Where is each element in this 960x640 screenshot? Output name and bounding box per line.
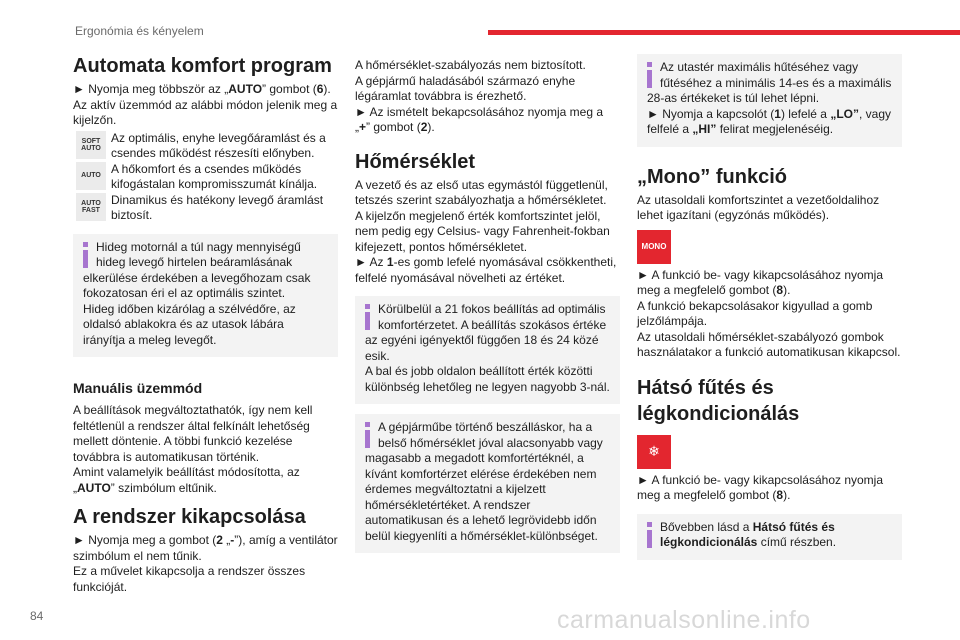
- paragraph-turn-on: ► Az ismételt bekapcsolásához nyomja meg a „+” gombot (2).: [355, 104, 603, 134]
- paragraph-manual-2: Amint valamelyik beállítást módosította, az „AUTO” szimbólum eltűnik.: [73, 465, 300, 495]
- paragraph-mono-1: Az utasoldali komfortszintet a vezetőoldalihoz lehet igazítani (egyzónás működés).: [637, 192, 880, 222]
- heading-rear-heating: Hátsó fűtés és légkondicionálás: [637, 376, 800, 425]
- watermark: carmanualsonline.info: [557, 606, 811, 634]
- page-number: 84: [30, 609, 44, 623]
- running-header: Ergonómia és kényelem: [75, 24, 204, 38]
- paragraph-active-mode: Az aktív üzemmód az alábbi módon jelenik meg a kijelzőn.: [73, 97, 338, 127]
- paragraph-airflow: A gépjármű haladásából származó enyhe légáramlat továbbra is érezhető.: [355, 73, 576, 103]
- heading-switch-off: A rendszer kikapcsolása: [73, 506, 306, 528]
- info-icon: [647, 522, 652, 548]
- header-accent-bar: [488, 30, 960, 35]
- mode-row-soft: SOFT AUTO Az optimális, enyhe levegőáramlást és a csendes működést részesíti előnyben.: [73, 131, 338, 162]
- info-icon: [365, 304, 370, 330]
- paragraph-off-2: Ez a művelet kikapcsolja a rendszer összes funkcióját.: [73, 564, 306, 594]
- mode-row-fast: AUTO FAST Dinamikus és hatékony levegő áramlást biztosít.: [73, 193, 338, 224]
- note-optimal-temp: Körülbelül a 21 fokos beállítás ad optimális komfortérzetet. A beállítás szokásos értéke az egyéni igényektől függően 18 és 24 közé esik. A bal és jobb oldalon beállított érték közötti különbség lehetőleg ne legyen nagyobb 3-nál.: [355, 296, 620, 404]
- soft-auto-icon: SOFT AUTO: [76, 131, 106, 159]
- paragraph-auto-press: ► Nyomja meg többször az „AUTO” gombot (6).: [73, 82, 331, 96]
- column-3: [637, 50, 902, 560]
- heading-automatic-comfort: Automata komfort program: [73, 55, 332, 77]
- paragraph-no-regulation: A hőmérséklet-szabályozás nem biztosított.: [355, 58, 586, 72]
- info-icon: [365, 422, 370, 448]
- heading-mono-function: „Mono” funkció: [637, 165, 787, 188]
- note-max-cooling: Az utastér maximális hűtéséhez vagy fűtéséhez a minimális 14-es és a maximális 28-as értékeket is túl lehet lépni. ► Nyomja a kapcsolót (1) lefelé a „LO”, vagy felfelé a „HI” felirat megjelenéséig.: [637, 54, 902, 147]
- rear-climate-icon: ❄: [637, 435, 671, 469]
- heading-temperature: Hőmérséklet: [355, 150, 476, 173]
- info-icon: [647, 62, 652, 88]
- paragraph-rear-1: ► A funkció be- vagy kikapcsolásához nyomja meg a megfelelő gombot (8).: [637, 472, 884, 502]
- column-1: [73, 50, 338, 595]
- paragraph-mono-2: ► A funkció be- vagy kikapcsolásához nyomja meg a megfelelő gombot (8).: [637, 267, 884, 297]
- mono-icon: MONO: [637, 230, 671, 264]
- auto-icon: AUTO: [76, 162, 106, 190]
- heading-manual-mode: Manuális üzemmód: [73, 380, 203, 396]
- note-see-rear-section: Bővebben lásd a Hátsó fűtés és légkondicionálás című részben.: [637, 514, 902, 560]
- paragraph-mono-4: Az utasoldali hőmérséklet-szabályozó gombok használatakor a funkció automatikusan kikapcsol.: [637, 329, 901, 359]
- note-cold-engine: Hideg motornál a túl nagy mennyiségű hideg levegő hirtelen beáramlásának elkerülése érdekében a levegőhozam csak fokozatosan éri el az optimális szintet. Hideg időben kizárólag a szélvédőre, az oldalsó ablakokra és az utasok lábára irányítja a meleg levegőt.: [73, 234, 338, 358]
- paragraph-mono-3: A funkció bekapcsolásakor kigyullad a gomb jelzőlámpája.: [637, 298, 873, 328]
- column-2: [355, 50, 620, 553]
- auto-fast-icon: AUTO FAST: [76, 193, 106, 221]
- paragraph-temp-1: A vezető és az első utas egymástól függetlenül, tetszés szerint szabályozhatja a hőmérsékletet.: [355, 177, 608, 207]
- info-icon: [83, 242, 88, 268]
- mode-row-auto: AUTO A hőkomfort és a csendes működés kifogástalan kompromisszumát kínálja.: [73, 162, 338, 193]
- paragraph-temp-2: A kijelzőn megjelenő érték komfortszintet jelöl, nem pedig egy Celsius- vagy Fahrenheit-fokban kifejezett, pontos hőmérsékletet.: [355, 208, 610, 254]
- note-entering-vehicle: A gépjárműbe történő beszálláskor, ha a belső hőmérséklet jóval alacsonyabb vagy magasabb a megadott komfortértéknél, a kívánt komfortérzet elérése érdekében nem érdemes megváltoztatni a kijelzett hőmérsékletértéket. A rendszer automatikusan és a lehető legrövidebb időn belül kiegyenlíti a hőmérséklet-különbséget.: [355, 414, 620, 553]
- paragraph-temp-3: ► Az 1-es gomb lefelé nyomásával csökkentheti, felfelé nyomásával növelheti az értéket.: [355, 255, 617, 285]
- paragraph-manual-1: A beállítások megváltoztathatók, így nem kell feltétlenül a rendszer által felkínált lehetőség mellett döntenie. A többi funkció kezelése továbbra is automatikusan történik.: [73, 403, 313, 464]
- paragraph-off-1: ► Nyomja meg a gombot (2 „-”), amíg a ventilátor szimbólum el nem tűnik.: [73, 533, 338, 563]
